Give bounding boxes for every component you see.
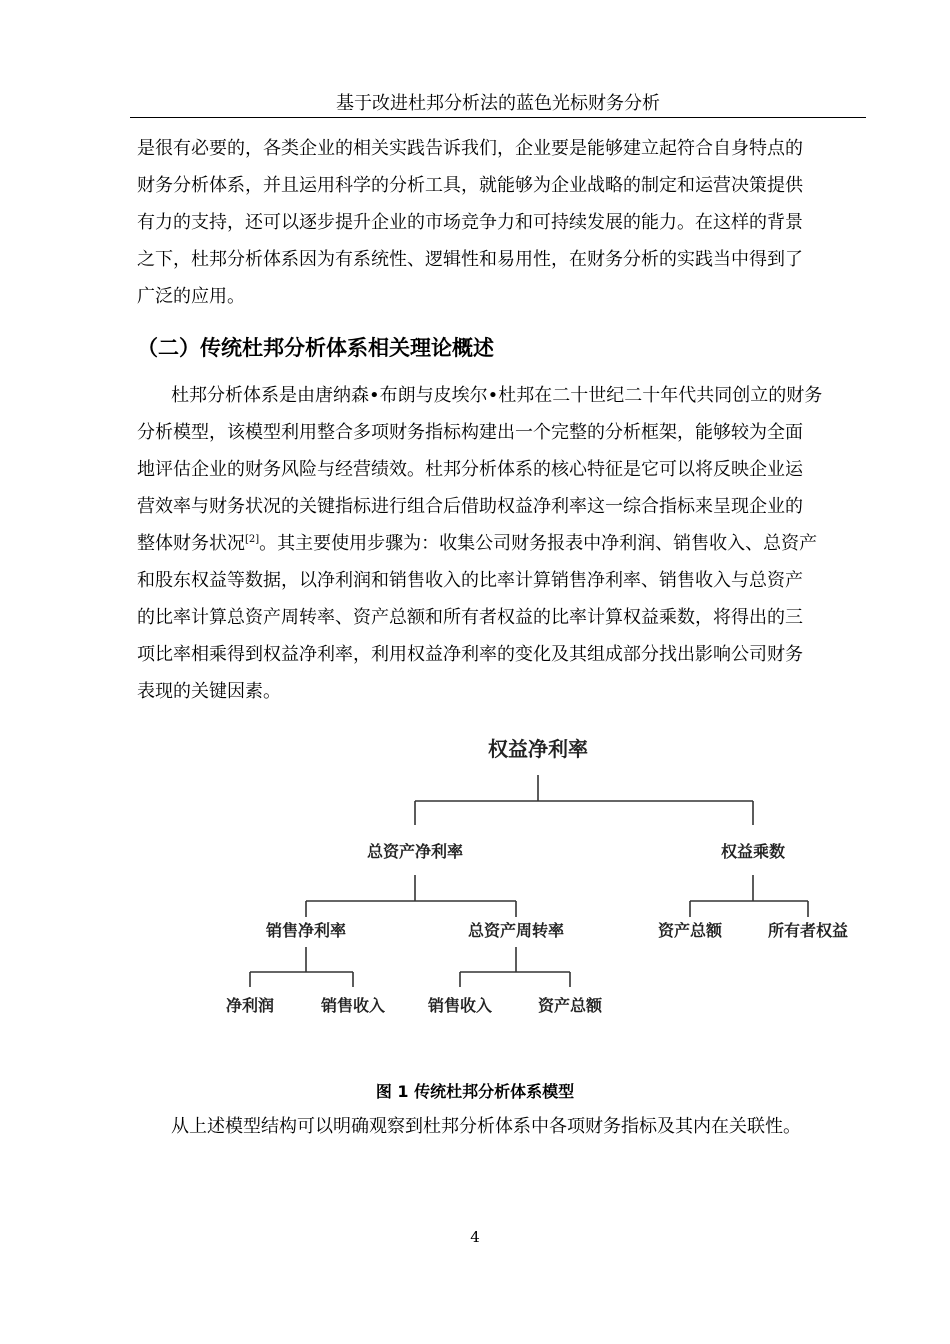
node-net-profit-margin: 销售净利率 — [265, 921, 347, 940]
header-rule — [130, 117, 866, 118]
page-number: 4 — [470, 1228, 480, 1246]
paragraph-1 — [137, 130, 859, 315]
para1-line: 财务分析体系，并且运用科学的分析工具，就能够为企业战略的制定和运营决策提供 — [137, 175, 803, 196]
para2-line: 表现的关键因素。 — [137, 681, 281, 702]
para1-line: 之下，杜邦分析体系因为有系统性、逻辑性和易用性，在财务分析的实践当中得到了 — [137, 249, 803, 270]
para2-line — [137, 525, 859, 562]
para2-line5-text: 整体财务状况 — [137, 533, 245, 554]
para2-line: 的比率计算总资产周转率、资产总额和所有者权益的比率计算权益乘数，将得出的三 — [137, 607, 803, 628]
node-root: 权益净利率 — [488, 737, 588, 761]
figure-caption: 图 1 传统杜邦分析体系模型 — [375, 1082, 575, 1101]
paragraph-3 — [137, 1108, 859, 1145]
para2-line: 地评估企业的财务风险与经营绩效。杜邦分析体系的核心特征是它可以将反映企业运 — [137, 459, 803, 480]
node-equity-multiplier: 权益乘数 — [720, 842, 786, 861]
para2-line: 营效率与财务状况的关键指标进行组合后借助权益净利率这一综合指标来呈现企业的 — [137, 496, 803, 517]
para1-line: 有力的支持，还可以逐步提升企业的市场竞争力和可持续发展的能力。在这样的背景 — [137, 212, 803, 233]
running-header: 基于改进杜邦分析法的蓝色光标财务分析 — [336, 93, 660, 114]
connector-lines — [250, 775, 808, 987]
node-net-profit: 净利润 — [225, 996, 275, 1015]
para2-line: 杜邦分析体系是由唐纳森•布朗与皮埃尔•杜邦在二十世纪二十年代共同创立的财务 — [171, 385, 823, 406]
node-total-assets-2: 资产总额 — [537, 996, 603, 1015]
node-owners-equity: 所有者权益 — [767, 921, 849, 940]
node-asset-turnover: 总资产周转率 — [467, 921, 565, 940]
para2-line: 和股东权益等数据，以净利润和销售收入的比率计算销售净利率、销售收入与总资产 — [137, 570, 803, 591]
paragraph-2 — [137, 377, 859, 710]
para3-line: 从上述模型结构可以明确观察到杜邦分析体系中各项财务指标及其内在关联性。 — [171, 1116, 801, 1137]
dupont-diagram — [0, 725, 950, 1045]
section-heading: （二）传统杜邦分析体系相关理论概述 — [137, 336, 494, 360]
para1-line: 是很有必要的，各类企业的相关实践告诉我们，企业要是能够建立起符合自身特点的 — [137, 138, 803, 159]
para1-line: 广泛的应用。 — [137, 286, 245, 307]
node-roa: 总资产净利率 — [366, 842, 464, 861]
node-sales-revenue: 销售收入 — [320, 996, 386, 1015]
para2-line: 分析模型，该模型利用整合多项财务指标构建出一个完整的分析框架，能够较为全面 — [137, 422, 803, 443]
node-total-assets: 资产总额 — [657, 921, 723, 940]
para2-line5-text: 。其主要使用步骤为：收集公司财务报表中净利润、销售收入、总资产 — [259, 533, 818, 554]
node-sales-revenue-2: 销售收入 — [427, 996, 493, 1015]
para2-line: 项比率相乘得到权益净利率，利用权益净利率的变化及其组成部分找出影响公司财务 — [137, 644, 803, 665]
citation-ref: [2] — [245, 534, 260, 545]
